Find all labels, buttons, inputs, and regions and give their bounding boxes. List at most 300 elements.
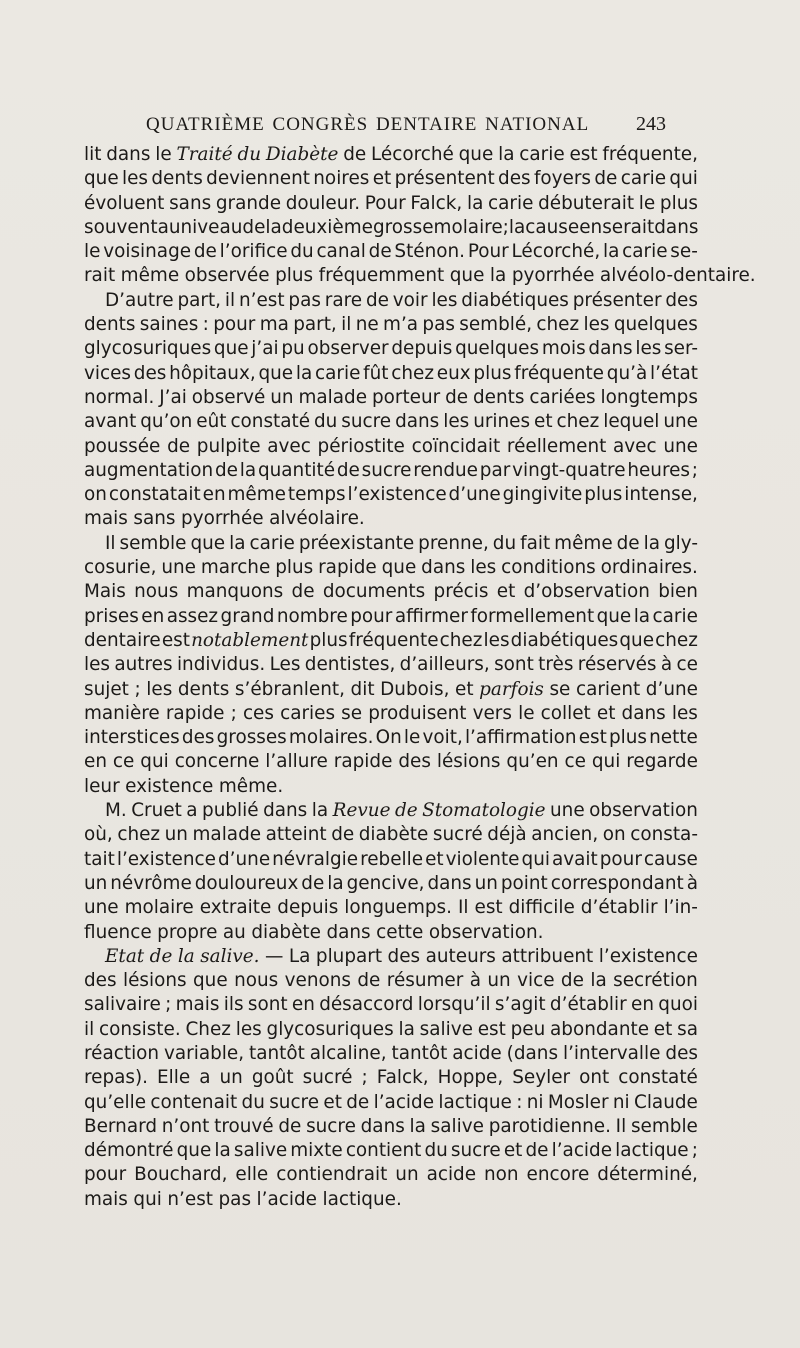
word: et bbox=[503, 1140, 523, 1162]
word: diabète bbox=[251, 921, 321, 943]
word: conditions bbox=[501, 557, 596, 579]
word: avec bbox=[267, 435, 311, 457]
word: grand bbox=[220, 605, 275, 627]
word: il bbox=[84, 1018, 95, 1040]
word: Bernard bbox=[84, 1115, 158, 1137]
italic-word: du bbox=[237, 144, 262, 165]
word: au bbox=[222, 921, 246, 943]
word: constaté bbox=[230, 411, 311, 433]
word: Mais bbox=[84, 581, 126, 603]
word: rapide bbox=[165, 702, 225, 724]
word: grosses bbox=[216, 727, 287, 749]
word: tantôt bbox=[391, 1042, 448, 1064]
word: qui bbox=[140, 751, 169, 773]
word: une bbox=[84, 897, 119, 919]
word: noires bbox=[313, 168, 370, 190]
word: il bbox=[224, 289, 236, 311]
word: n’est bbox=[238, 289, 285, 311]
word: des bbox=[665, 289, 698, 311]
italic-word: de bbox=[394, 800, 418, 822]
text-line bbox=[84, 1163, 698, 1187]
word: chez bbox=[655, 629, 698, 651]
word: goût bbox=[251, 1067, 294, 1089]
word: de bbox=[301, 872, 325, 894]
text-line bbox=[84, 167, 698, 191]
word: réservés bbox=[577, 654, 657, 676]
word: semble bbox=[630, 1115, 698, 1137]
word: venons bbox=[284, 970, 351, 992]
text-line bbox=[84, 945, 698, 969]
word: de bbox=[193, 241, 217, 263]
word: douloureux bbox=[194, 872, 299, 894]
word: contenait bbox=[150, 1091, 238, 1113]
text-line bbox=[84, 823, 698, 847]
word: Pour bbox=[467, 241, 509, 263]
word: et bbox=[596, 702, 616, 724]
word: la bbox=[466, 192, 484, 214]
word: plus bbox=[473, 362, 512, 384]
word: la bbox=[311, 800, 329, 822]
word: ; bbox=[502, 216, 509, 238]
text-line bbox=[84, 192, 698, 216]
word: les bbox=[635, 338, 662, 360]
word: nous bbox=[134, 581, 179, 603]
text-line bbox=[84, 507, 698, 531]
word: la bbox=[498, 144, 515, 165]
word: se- bbox=[670, 241, 698, 263]
word: observé bbox=[191, 386, 266, 408]
word: observation. bbox=[428, 921, 544, 943]
word: Il bbox=[457, 897, 469, 919]
word: part, bbox=[293, 314, 337, 336]
word: sont bbox=[494, 654, 534, 676]
word: m’a bbox=[383, 314, 419, 336]
word: constatait bbox=[108, 484, 201, 506]
word: mixte bbox=[290, 1140, 343, 1162]
word: est bbox=[474, 897, 503, 919]
word: dentistes, bbox=[304, 654, 396, 676]
text-line bbox=[84, 143, 698, 167]
word: chez bbox=[391, 362, 435, 384]
word: pour bbox=[350, 605, 393, 627]
word: la bbox=[229, 532, 246, 554]
word: J’ai bbox=[159, 386, 187, 408]
word: les bbox=[470, 557, 497, 579]
word: du bbox=[290, 241, 314, 263]
word: même bbox=[120, 265, 180, 287]
word: existence bbox=[125, 775, 214, 797]
word: sucre bbox=[269, 1091, 320, 1113]
word: encore bbox=[526, 1164, 590, 1186]
word: évoluent bbox=[84, 192, 165, 214]
word: attribuent bbox=[501, 945, 594, 967]
word: heures bbox=[627, 459, 690, 481]
word: la bbox=[214, 1140, 231, 1162]
word: secrétion bbox=[613, 970, 698, 992]
italic-word: Diabète bbox=[265, 144, 339, 165]
word: des bbox=[181, 727, 215, 749]
word: eût bbox=[196, 411, 227, 433]
word: ni bbox=[612, 1091, 630, 1113]
word: où, bbox=[84, 824, 113, 846]
word: l’existence bbox=[116, 848, 216, 870]
word: une bbox=[663, 411, 698, 433]
italic-word: parfois bbox=[479, 678, 544, 700]
word: ils bbox=[223, 994, 244, 1016]
word: qui bbox=[521, 848, 550, 870]
word: on bbox=[602, 824, 626, 846]
word: des bbox=[387, 945, 421, 967]
word: la bbox=[398, 1018, 415, 1040]
text-line bbox=[84, 1091, 698, 1115]
word: alcaline, bbox=[309, 1042, 387, 1064]
word: Lécorché, bbox=[511, 241, 601, 263]
word: rendue bbox=[413, 459, 478, 481]
word: prenne, bbox=[418, 532, 489, 554]
word: lorsqu’il bbox=[417, 994, 491, 1016]
word: la bbox=[508, 216, 526, 238]
word: : bbox=[516, 1091, 523, 1113]
word: auteurs bbox=[425, 945, 496, 967]
word: dans bbox=[326, 921, 371, 943]
word: depuis bbox=[277, 897, 339, 919]
word: diabétiques bbox=[461, 289, 569, 311]
word: la bbox=[409, 1115, 426, 1137]
word: sans bbox=[133, 508, 176, 530]
word: hôpitaux, bbox=[169, 362, 256, 384]
word: dans bbox=[395, 411, 440, 433]
word: vices bbox=[84, 362, 132, 384]
word: ; bbox=[230, 702, 237, 724]
word: molaire bbox=[433, 216, 503, 238]
word: même bbox=[554, 532, 613, 554]
word: ; bbox=[134, 678, 141, 700]
word: sucre bbox=[341, 411, 392, 433]
text-line bbox=[84, 532, 698, 556]
word: l’acide bbox=[551, 1140, 613, 1162]
word: ; bbox=[165, 994, 172, 1016]
word: ce bbox=[112, 751, 135, 773]
word: prises bbox=[84, 605, 139, 627]
text-line bbox=[84, 459, 698, 483]
word: d’une bbox=[645, 678, 698, 700]
word: un bbox=[84, 872, 108, 894]
word: pour bbox=[213, 314, 256, 336]
word: pour bbox=[84, 1164, 127, 1186]
word: une bbox=[161, 557, 196, 579]
word: d’observation bbox=[523, 581, 650, 603]
word: Cruet bbox=[131, 800, 182, 822]
text-line bbox=[84, 1018, 698, 1042]
word: cette bbox=[376, 921, 424, 943]
text-line bbox=[84, 799, 698, 823]
word: avait bbox=[551, 848, 598, 870]
word: alvéolaire. bbox=[269, 508, 365, 530]
word: même. bbox=[218, 775, 284, 797]
word: mois bbox=[541, 338, 586, 360]
word: la bbox=[265, 216, 282, 238]
word: plus bbox=[584, 484, 623, 506]
word: le bbox=[518, 702, 535, 724]
word: est bbox=[477, 1018, 506, 1040]
word: présentent bbox=[394, 168, 495, 190]
word: ; bbox=[691, 459, 698, 481]
word: chez bbox=[117, 824, 161, 846]
word: contiendrait bbox=[276, 1164, 388, 1186]
word: réaction bbox=[84, 1042, 160, 1064]
word: molaire bbox=[124, 897, 194, 919]
word: Lécorché bbox=[370, 144, 454, 165]
word: l’acide bbox=[373, 1091, 435, 1113]
word: carie bbox=[620, 168, 667, 190]
word: dents bbox=[151, 168, 203, 190]
word: temps bbox=[287, 484, 346, 506]
word: douleur. bbox=[285, 192, 361, 214]
word: déterminé, bbox=[597, 1164, 698, 1186]
word: une bbox=[550, 800, 585, 822]
word: longtemps bbox=[600, 386, 698, 408]
word: coïncidait bbox=[411, 435, 501, 457]
word: ce bbox=[564, 751, 586, 773]
body-text bbox=[84, 143, 756, 1212]
word: Il bbox=[105, 532, 116, 554]
word: D’autre bbox=[105, 289, 174, 311]
word: carie bbox=[652, 605, 698, 627]
word: normal. bbox=[84, 386, 155, 408]
word: dans bbox=[654, 216, 699, 238]
word: et bbox=[653, 1018, 673, 1040]
word: longuemps. bbox=[344, 897, 452, 919]
word: chez bbox=[556, 411, 600, 433]
word: de bbox=[291, 581, 315, 603]
text-line bbox=[84, 362, 698, 386]
word: que bbox=[213, 338, 249, 360]
word: glycosuriques bbox=[84, 338, 212, 360]
word: grosse bbox=[372, 216, 434, 238]
word: chez bbox=[536, 314, 580, 336]
word: pyorrhée bbox=[181, 508, 264, 530]
word: la bbox=[295, 362, 313, 384]
word: que bbox=[258, 362, 294, 384]
word: carie bbox=[519, 144, 565, 165]
word: d’une bbox=[448, 484, 501, 506]
word: de bbox=[214, 459, 238, 481]
word: lactique bbox=[438, 1091, 512, 1113]
word: ordinaires. bbox=[600, 557, 698, 579]
word: quantité bbox=[257, 459, 336, 481]
word: désaccord bbox=[319, 994, 414, 1016]
word: de bbox=[357, 970, 381, 992]
word: point bbox=[500, 872, 548, 894]
word: très bbox=[538, 654, 574, 676]
word: il bbox=[341, 314, 352, 336]
word: voisinage bbox=[103, 241, 192, 263]
word: et bbox=[323, 1091, 342, 1113]
word: nombre bbox=[276, 605, 348, 627]
word: une bbox=[663, 435, 698, 457]
word: lequel bbox=[603, 411, 660, 433]
word: : bbox=[202, 314, 209, 336]
word: carie bbox=[315, 362, 361, 384]
word: dans bbox=[427, 872, 472, 894]
word: formellement bbox=[470, 605, 595, 627]
word: les bbox=[84, 654, 111, 676]
word: manquons bbox=[186, 581, 284, 603]
word: démontré bbox=[84, 1140, 174, 1162]
word: rapide bbox=[318, 557, 377, 579]
word: alvéolo-dentaire. bbox=[599, 265, 756, 287]
word: de bbox=[343, 144, 367, 165]
word: diabétiques bbox=[510, 629, 619, 651]
word: voit, bbox=[422, 727, 463, 749]
word: sucre bbox=[306, 1115, 356, 1137]
text-line bbox=[84, 483, 698, 507]
word: salive bbox=[430, 1115, 484, 1137]
word: saines bbox=[139, 314, 199, 336]
word: cosurie, bbox=[84, 557, 157, 579]
word: Sténon. bbox=[394, 241, 466, 263]
word: un bbox=[164, 824, 188, 846]
word: plus bbox=[659, 192, 698, 214]
word: lésions bbox=[436, 751, 501, 773]
word: au bbox=[157, 216, 181, 238]
word: en bbox=[579, 216, 603, 238]
word: n’ont bbox=[161, 1115, 210, 1137]
word: contient bbox=[345, 1140, 422, 1162]
word: de bbox=[331, 824, 355, 846]
word: en bbox=[631, 994, 654, 1016]
word: carie bbox=[622, 241, 668, 263]
word: non bbox=[484, 1164, 519, 1186]
word: préexistante bbox=[298, 532, 415, 554]
word: trouvé bbox=[214, 1115, 274, 1137]
word: semble bbox=[119, 532, 187, 554]
text-line bbox=[84, 1115, 698, 1139]
text-line bbox=[84, 240, 698, 264]
word: dans bbox=[263, 800, 308, 822]
word: de bbox=[368, 241, 392, 263]
word: parotidienne. bbox=[488, 1115, 611, 1137]
word: eux bbox=[436, 362, 471, 384]
word: l’existence bbox=[598, 945, 698, 967]
word: qu’on bbox=[140, 411, 193, 433]
word: d’ailleurs, bbox=[399, 654, 490, 676]
word: niveau bbox=[180, 216, 243, 238]
italic-word: notablement bbox=[191, 629, 309, 651]
word: carie bbox=[488, 192, 534, 214]
word: même bbox=[227, 484, 286, 506]
word: débuterait bbox=[538, 192, 635, 214]
word: les bbox=[146, 678, 173, 700]
word: assez bbox=[166, 605, 219, 627]
word: M. bbox=[105, 800, 127, 822]
word: tait bbox=[84, 848, 115, 870]
word: malade bbox=[192, 824, 262, 846]
word: et bbox=[425, 848, 444, 870]
word: un bbox=[474, 872, 498, 894]
word: intense, bbox=[624, 484, 698, 506]
word: part, bbox=[177, 289, 222, 311]
word: la bbox=[590, 970, 607, 992]
word: a bbox=[199, 1067, 211, 1089]
word: pu bbox=[281, 338, 305, 360]
word: documents bbox=[322, 581, 426, 603]
word: rapide bbox=[333, 751, 393, 773]
word: ; bbox=[691, 1140, 698, 1162]
word: d’établir bbox=[549, 994, 627, 1016]
word: la bbox=[643, 532, 660, 554]
word: précis bbox=[433, 581, 489, 603]
word: de bbox=[445, 386, 469, 408]
word: à bbox=[660, 654, 673, 676]
word: dit bbox=[350, 678, 375, 700]
word: Elle bbox=[157, 1067, 191, 1089]
word: depuis bbox=[391, 338, 453, 360]
italic-word: salive. bbox=[200, 945, 260, 967]
word: molaires. bbox=[288, 727, 374, 749]
word: chez bbox=[439, 629, 483, 651]
word: la bbox=[633, 605, 651, 627]
word: Hoppe, bbox=[437, 1067, 504, 1089]
word: déjà bbox=[487, 824, 527, 846]
word: ma bbox=[259, 314, 289, 336]
word: mais bbox=[84, 1188, 128, 1210]
word: fluence bbox=[84, 921, 152, 943]
word: de bbox=[346, 1091, 370, 1113]
word: sucre bbox=[361, 459, 412, 481]
text-line bbox=[84, 848, 698, 872]
text-line bbox=[84, 750, 698, 774]
text-line bbox=[84, 1042, 698, 1066]
word: névrôme bbox=[110, 872, 192, 894]
word: un bbox=[270, 386, 294, 408]
word: canal bbox=[316, 241, 366, 263]
word: lésions bbox=[122, 970, 187, 992]
word: Falck, bbox=[410, 192, 463, 214]
word: avant bbox=[84, 411, 137, 433]
text-line bbox=[84, 386, 698, 410]
word: difficile bbox=[508, 897, 575, 919]
word: atteint bbox=[265, 824, 327, 846]
word: de bbox=[525, 1140, 549, 1162]
word: de bbox=[594, 168, 618, 190]
word: les bbox=[443, 411, 470, 433]
word: semblé, bbox=[459, 314, 533, 336]
word: sans bbox=[169, 192, 212, 214]
word: d’établir bbox=[580, 897, 658, 919]
italic-word: Stomatologie bbox=[422, 800, 546, 822]
word: malade bbox=[298, 386, 368, 408]
word: ces bbox=[242, 702, 274, 724]
word: deviennent bbox=[206, 168, 310, 190]
word: carient bbox=[575, 678, 641, 700]
word: quelques bbox=[455, 338, 540, 360]
word: de bbox=[278, 1115, 302, 1137]
word: plus bbox=[275, 265, 314, 287]
text-line bbox=[84, 313, 698, 337]
word: observation bbox=[589, 800, 698, 822]
word: et bbox=[455, 678, 474, 700]
word: individus. bbox=[176, 654, 266, 676]
word: Mosler bbox=[547, 1091, 609, 1113]
text-line bbox=[84, 1066, 698, 1090]
word: correspondant bbox=[550, 872, 684, 894]
word: un bbox=[487, 970, 511, 992]
italic-word: de bbox=[149, 945, 173, 967]
word: la bbox=[489, 265, 507, 287]
word: qu’en bbox=[506, 751, 559, 773]
word: lit bbox=[84, 144, 102, 165]
